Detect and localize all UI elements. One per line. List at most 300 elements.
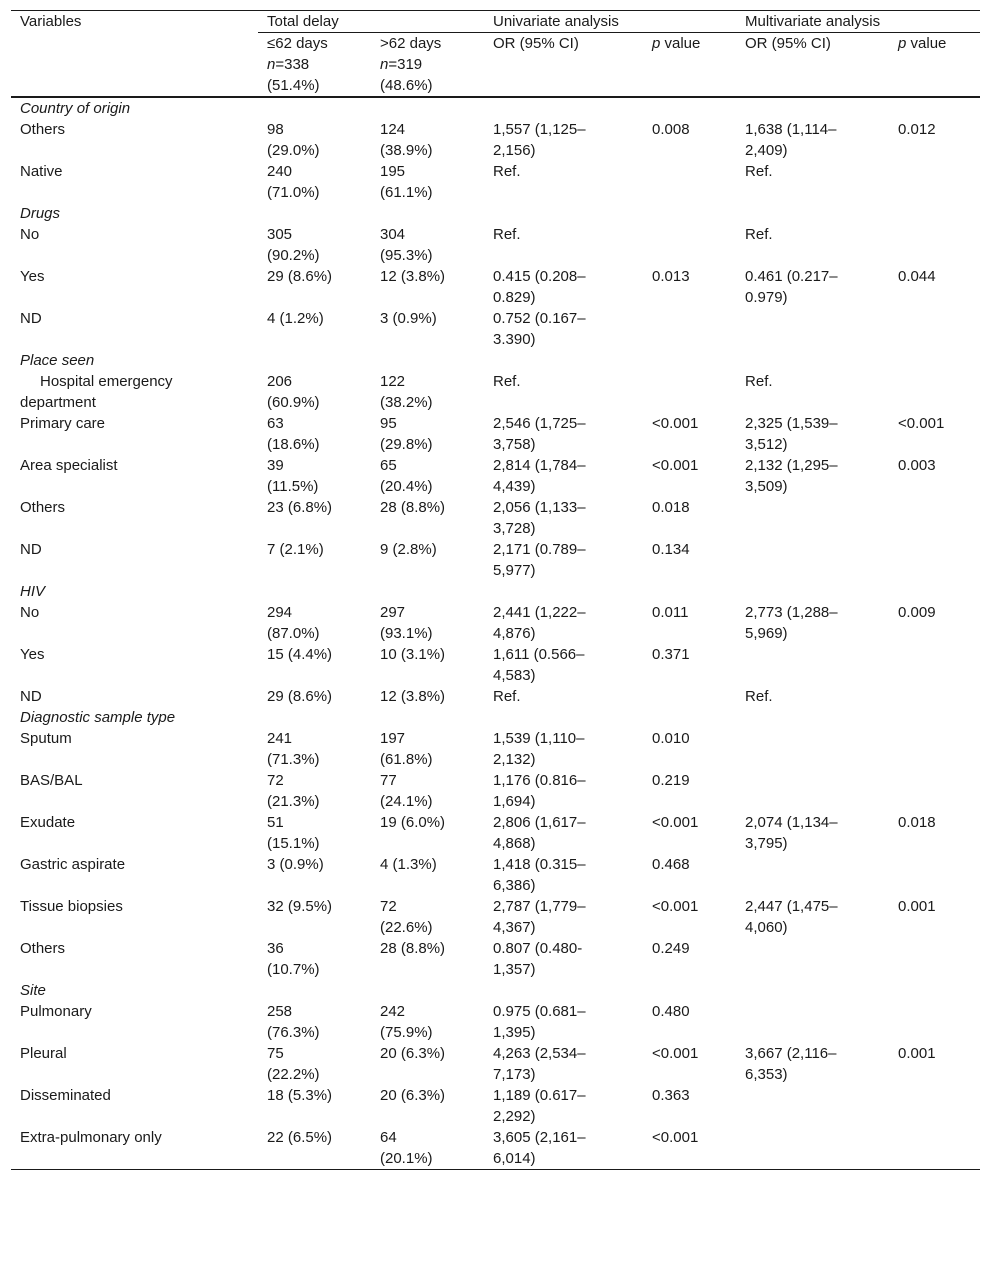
cell-gt62-line1: 9 (2.8%) xyxy=(380,541,437,558)
cell-le62 xyxy=(258,1043,371,1085)
cell-multi-p xyxy=(889,1001,980,1043)
cell-le62-line2: (22.2%) xyxy=(267,1066,320,1083)
cell-multi-or xyxy=(736,938,889,980)
row-label: Native xyxy=(20,163,63,180)
row-label: Area specialist xyxy=(20,457,118,474)
cell-multi-or-line1: 2,773 (1,288– xyxy=(745,604,838,621)
row-label: ND xyxy=(20,688,42,705)
section-header xyxy=(11,581,980,602)
row-label: Extra-pulmonary only xyxy=(11,1127,258,1170)
cell-uni-or xyxy=(484,602,643,644)
cell-multi-or xyxy=(736,854,889,896)
cell-le62-line1: 258 xyxy=(267,1003,293,1020)
row-label: Others xyxy=(20,499,66,516)
cell-le62 xyxy=(258,812,371,854)
table-row xyxy=(11,686,980,707)
cell-uni-p xyxy=(643,686,736,707)
cell-uni-or xyxy=(484,644,643,686)
cell-multi-p: 0.018 xyxy=(898,814,936,831)
cell-le62-line2: (11.5%) xyxy=(267,478,319,495)
cell-multi-or xyxy=(736,686,889,707)
cell-gt62-line1: 3 (0.9%) xyxy=(380,310,437,327)
section-header xyxy=(11,97,980,119)
cell-multi-or xyxy=(736,1085,889,1127)
table-row xyxy=(11,308,980,350)
table-row xyxy=(11,497,980,539)
cell-gt62 xyxy=(371,938,484,980)
header-variables: Variables xyxy=(11,11,258,33)
cell-gt62-line1: 72 xyxy=(380,898,397,915)
cell-uni-or xyxy=(484,119,643,161)
cell-gt62 xyxy=(371,119,484,161)
header-blank xyxy=(643,54,736,97)
cell-gt62 xyxy=(371,266,484,308)
cell-le62-line2: (29.0%) xyxy=(267,142,320,159)
table-row xyxy=(11,728,980,770)
cell-gt62-line1: 12 (3.8%) xyxy=(380,688,446,705)
n-le62-pct: (51.4%) xyxy=(267,77,320,94)
cell-multi-p xyxy=(889,1127,980,1170)
cell-multi-or-line1: 2,447 (1,475– xyxy=(745,898,838,915)
cell-uni-or-line1: 2,814 (1,784– xyxy=(493,457,586,474)
cell-gt62-line1: 242 xyxy=(380,1003,406,1020)
cell-le62 xyxy=(258,413,371,455)
table-row xyxy=(11,455,980,497)
cell-gt62 xyxy=(371,1127,484,1170)
cell-multi-or-line1: 1,638 (1,114– xyxy=(745,121,837,138)
header-multi-p xyxy=(889,33,980,55)
header-univariate: Univariate analysis xyxy=(484,11,736,33)
cell-multi-p xyxy=(889,308,980,350)
row-label: Hospital emergency department xyxy=(20,373,173,411)
header-total-delay: Total delay xyxy=(258,11,484,33)
row-label: Yes xyxy=(20,268,45,285)
cell-gt62-line1: 77 xyxy=(380,772,397,789)
p-rest: value xyxy=(660,35,701,52)
cell-uni-p: <0.001 xyxy=(643,1127,736,1170)
row-label: Pleural xyxy=(20,1045,67,1062)
cell-uni-or xyxy=(484,896,643,938)
cell-uni-or-line1: 2,441 (1,222– xyxy=(493,604,586,621)
table-header xyxy=(11,11,980,98)
cell-gt62-line1: 122 xyxy=(380,373,406,390)
cell-le62-line2: (71.0%) xyxy=(267,184,320,201)
cell-multi-or-line1: 0.461 (0.217– xyxy=(745,268,838,285)
cell-le62-line2: (60.9%) xyxy=(267,394,320,411)
cell-uni-or xyxy=(484,1001,643,1043)
cell-gt62-line1: 20 (6.3%) xyxy=(380,1087,446,1104)
cell-uni-p: 0.011 xyxy=(652,604,689,621)
cell-multi-or-line2: 4,060) xyxy=(745,919,788,936)
section-title: Drugs xyxy=(20,205,61,222)
cell-gt62-line2: (22.6%) xyxy=(380,919,433,936)
cell-le62-line1: 22 (6.5%) xyxy=(267,1129,333,1146)
cell-multi-or-line1: 2,325 (1,539– xyxy=(745,415,838,432)
cell-uni-or-line2: 2,292) xyxy=(493,1108,536,1125)
cell-multi-p xyxy=(889,161,980,203)
cell-le62-line1: 241 xyxy=(267,730,293,747)
cell-multi-p xyxy=(889,644,980,686)
cell-uni-p: <0.001 xyxy=(652,898,699,915)
cell-gt62 xyxy=(371,1085,484,1127)
cell-gt62-line1: 20 (6.3%) xyxy=(380,1045,446,1062)
table-row xyxy=(11,938,980,980)
n-italic: n xyxy=(380,56,389,73)
cell-uni-p: 0.363 xyxy=(652,1087,690,1104)
cell-uni-or-line2: 6,386) xyxy=(493,877,536,894)
cell-multi-p xyxy=(889,854,980,896)
cell-multi-or xyxy=(736,224,889,266)
row-label: Primary care xyxy=(20,415,106,432)
cell-gt62-line2: (61.8%) xyxy=(380,751,433,768)
cell-uni-or-line1: 1,176 (0.816– xyxy=(493,772,586,789)
cell-le62 xyxy=(258,161,371,203)
cell-uni-or-line2: 4,439) xyxy=(493,478,536,495)
table-row xyxy=(11,602,980,644)
cell-multi-or xyxy=(736,308,889,350)
header-n-le62 xyxy=(258,54,371,97)
cell-multi-or xyxy=(736,413,889,455)
cell-uni-or-line1: 3,605 (2,161– xyxy=(493,1129,586,1146)
table-row xyxy=(11,266,980,308)
cell-gt62-line1: 65 xyxy=(380,457,397,474)
cell-uni-or xyxy=(484,1043,643,1085)
cell-uni-or xyxy=(484,770,643,812)
cell-multi-p: 0.001 xyxy=(898,1045,936,1062)
header-le62: ≤62 days xyxy=(267,35,328,52)
cell-gt62-line2: (24.1%) xyxy=(380,793,433,810)
cell-gt62-line2: (38.2%) xyxy=(380,394,433,411)
cell-multi-or xyxy=(736,644,889,686)
cell-gt62-line1: 197 xyxy=(380,730,406,747)
cell-le62-line1: 32 (9.5%) xyxy=(267,898,333,915)
cell-le62 xyxy=(258,896,371,938)
cell-multi-or-line1: 3,667 (2,116– xyxy=(745,1045,837,1062)
cell-le62 xyxy=(258,938,371,980)
table-row xyxy=(11,812,980,854)
section-title: Country of origin xyxy=(20,100,131,117)
cell-uni-or-line1: 0.752 (0.167– xyxy=(493,310,586,327)
cell-uni-or-line2: 1,395) xyxy=(493,1024,536,1041)
cell-le62-line1: 29 (8.6%) xyxy=(267,688,333,705)
cell-uni-or-line2: 2,156) xyxy=(493,142,536,159)
cell-uni-or xyxy=(484,371,643,413)
cell-le62 xyxy=(258,497,371,539)
cell-gt62-line1: 10 (3.1%) xyxy=(380,646,446,663)
cell-uni-or-line2: 4,868) xyxy=(493,835,536,852)
table-row xyxy=(11,119,980,161)
cell-le62-line1: 39 xyxy=(267,457,284,474)
n-gt62-count: =319 xyxy=(388,56,423,73)
cell-uni-or xyxy=(484,413,643,455)
cell-multi-p xyxy=(889,371,980,413)
cell-uni-p: 0.371 xyxy=(652,646,690,663)
cell-uni-or-line1: 2,806 (1,617– xyxy=(493,814,586,831)
cell-uni-p: 0.010 xyxy=(652,730,690,747)
cell-multi-or-line2: 6,353) xyxy=(745,1066,788,1083)
cell-multi-p xyxy=(889,1085,980,1127)
table-row xyxy=(11,161,980,203)
cell-le62-line1: 15 (4.4%) xyxy=(267,646,333,663)
row-label: ND xyxy=(20,541,42,558)
cell-gt62 xyxy=(371,1001,484,1043)
cell-uni-or-line2: 1,357) xyxy=(493,961,536,978)
header-uni-p xyxy=(643,33,736,55)
table-row xyxy=(11,1085,980,1127)
section-title: Site xyxy=(20,982,46,999)
cell-multi-or-line2: 3,512) xyxy=(745,436,788,453)
cell-multi-or-line2: 3,509) xyxy=(745,478,788,495)
cell-le62-line1: 294 xyxy=(267,604,293,621)
cell-uni-or xyxy=(484,938,643,980)
cell-le62-line1: 305 xyxy=(267,226,293,243)
cell-le62 xyxy=(258,854,371,896)
cell-multi-or-line1: Ref. xyxy=(745,163,773,180)
cell-multi-or-line2: 0.979) xyxy=(745,289,788,306)
cell-gt62 xyxy=(371,455,484,497)
cell-le62-line2: (87.0%) xyxy=(267,625,320,642)
cell-le62-line1: 4 (1.2%) xyxy=(267,310,324,327)
table-body xyxy=(11,97,980,1170)
cell-multi-or xyxy=(736,266,889,308)
cell-multi-or xyxy=(736,1043,889,1085)
row-label: Tissue biopsies xyxy=(20,898,123,915)
cell-uni-or-line1: 4,263 (2,534– xyxy=(493,1045,586,1062)
cell-gt62 xyxy=(371,413,484,455)
cell-uni-or-line2: 7,173) xyxy=(493,1066,536,1083)
cell-uni-p xyxy=(643,161,736,203)
cell-multi-p: <0.001 xyxy=(898,415,945,432)
cell-gt62-line2: (61.1%) xyxy=(380,184,433,201)
header-n-gt62 xyxy=(371,54,484,97)
cell-gt62 xyxy=(371,371,484,413)
cell-le62 xyxy=(258,644,371,686)
cell-le62-line2: (76.3%) xyxy=(267,1024,320,1041)
cell-le62-line2: (18.6%) xyxy=(267,436,320,453)
cell-gt62 xyxy=(371,602,484,644)
cell-multi-or xyxy=(736,770,889,812)
cell-le62-line1: 72 xyxy=(267,772,284,789)
cell-uni-or-line1: 2,787 (1,779– xyxy=(493,898,586,915)
cell-le62 xyxy=(258,1127,371,1170)
cell-gt62 xyxy=(371,896,484,938)
cell-multi-or xyxy=(736,812,889,854)
cell-multi-p: 0.003 xyxy=(898,457,936,474)
row-label: Others xyxy=(20,121,66,138)
cell-le62 xyxy=(258,686,371,707)
cell-multi-or xyxy=(736,1001,889,1043)
header-blank xyxy=(736,54,889,97)
cell-uni-or-line1: 2,056 (1,133– xyxy=(493,499,586,516)
cell-gt62-line1: 195 xyxy=(380,163,406,180)
cell-le62-line1: 7 (2.1%) xyxy=(267,541,324,558)
section-header xyxy=(11,707,980,728)
cell-multi-p: 0.001 xyxy=(898,898,936,915)
table-row xyxy=(11,1043,980,1085)
cell-le62 xyxy=(258,728,371,770)
cell-multi-or-line2: 5,969) xyxy=(745,625,788,642)
cell-uni-p: 0.134 xyxy=(652,541,690,558)
n-italic: n xyxy=(267,56,276,73)
table-row xyxy=(11,1127,980,1170)
cell-le62-line1: 23 (6.8%) xyxy=(267,499,333,516)
cell-uni-or xyxy=(484,455,643,497)
cell-uni-or xyxy=(484,224,643,266)
cell-gt62 xyxy=(371,686,484,707)
cell-gt62-line2: (75.9%) xyxy=(380,1024,433,1041)
table-row xyxy=(11,770,980,812)
row-label: No xyxy=(20,226,40,243)
cell-gt62-line1: 297 xyxy=(380,604,406,621)
cell-multi-or xyxy=(736,497,889,539)
cell-le62 xyxy=(258,224,371,266)
p-rest: value xyxy=(906,35,947,52)
cell-uni-p: <0.001 xyxy=(652,415,699,432)
cell-multi-or-line2: 2,409) xyxy=(745,142,788,159)
cell-le62-line2: (21.3%) xyxy=(267,793,320,810)
cell-uni-or-line2: 3.390) xyxy=(493,331,536,348)
cell-le62 xyxy=(258,1085,371,1127)
cell-uni-or-line2: 3,728) xyxy=(493,520,536,537)
cell-gt62 xyxy=(371,161,484,203)
cell-gt62-line1: 28 (8.8%) xyxy=(380,940,446,957)
cell-uni-or-line1: Ref. xyxy=(493,226,521,243)
cell-multi-p xyxy=(889,497,980,539)
header-blank xyxy=(11,33,258,55)
section-title: Diagnostic sample type xyxy=(20,709,176,726)
cell-uni-or xyxy=(484,1127,643,1170)
row-label: Disseminated xyxy=(20,1087,111,1104)
cell-multi-or xyxy=(736,1127,889,1170)
cell-le62-line1: 98 xyxy=(267,121,284,138)
cell-uni-p: 0.480 xyxy=(652,1003,690,1020)
cell-le62-line1: 18 (5.3%) xyxy=(267,1087,333,1104)
cell-uni-or-line2: 0.829) xyxy=(493,289,536,306)
cell-uni-or-line2: 6,014) xyxy=(493,1150,536,1167)
cell-uni-or-line1: Ref. xyxy=(493,688,521,705)
cell-multi-or xyxy=(736,161,889,203)
section-header xyxy=(11,980,980,1001)
cell-uni-or-line1: 2,546 (1,725– xyxy=(493,415,586,432)
header-uni-or: OR (95% CI) xyxy=(493,35,579,52)
row-label: Pulmonary xyxy=(20,1003,92,1020)
cell-le62-line2: (90.2%) xyxy=(267,247,320,264)
cell-uni-or-line2: 2,132) xyxy=(493,751,536,768)
row-label: BAS/BAL xyxy=(20,772,83,789)
cell-uni-or-line1: 0.415 (0.208– xyxy=(493,268,586,285)
cell-uni-or xyxy=(484,497,643,539)
cell-gt62 xyxy=(371,308,484,350)
row-label: Others xyxy=(20,940,66,957)
p-italic: p xyxy=(898,35,907,52)
table-row xyxy=(11,896,980,938)
table-row xyxy=(11,371,980,413)
cell-multi-p: 0.012 xyxy=(898,121,936,138)
row-label: Yes xyxy=(20,646,45,663)
cell-multi-or-line2: 3,795) xyxy=(745,835,788,852)
cell-gt62-line1: 28 (8.8%) xyxy=(380,499,446,516)
cell-multi-or xyxy=(736,119,889,161)
cell-uni-or-line1: 1,539 (1,110– xyxy=(493,730,585,747)
row-label: No xyxy=(20,604,40,621)
header-gt62: >62 days xyxy=(380,35,442,52)
cell-gt62 xyxy=(371,728,484,770)
header-blank xyxy=(484,54,643,97)
cell-le62 xyxy=(258,602,371,644)
cell-gt62 xyxy=(371,644,484,686)
cell-uni-p xyxy=(643,224,736,266)
cell-le62-line1: 3 (0.9%) xyxy=(267,856,324,873)
section-title: HIV xyxy=(20,583,46,600)
cell-le62-line1: 240 xyxy=(267,163,293,180)
cell-uni-or xyxy=(484,161,643,203)
cell-gt62 xyxy=(371,497,484,539)
section-header xyxy=(11,350,980,371)
cell-uni-or xyxy=(484,686,643,707)
cell-le62 xyxy=(258,371,371,413)
cell-multi-p xyxy=(889,728,980,770)
cell-uni-p: 0.013 xyxy=(652,268,690,285)
cell-le62-line1: 29 (8.6%) xyxy=(267,268,333,285)
header-multi-or: OR (95% CI) xyxy=(745,35,831,52)
cell-le62-line2: (71.3%) xyxy=(267,751,320,768)
cell-multi-p xyxy=(889,539,980,581)
section-title: Place seen xyxy=(20,352,95,369)
cell-le62-line2: (10.7%) xyxy=(267,961,320,978)
cell-uni-or xyxy=(484,266,643,308)
results-table xyxy=(11,10,980,1170)
cell-uni-or-line2: 4,367) xyxy=(493,919,536,936)
cell-multi-p: 0.009 xyxy=(898,604,936,621)
cell-gt62-line2: (38.9%) xyxy=(380,142,433,159)
cell-gt62-line1: 19 (6.0%) xyxy=(380,814,446,831)
cell-multi-or xyxy=(736,455,889,497)
cell-multi-or xyxy=(736,371,889,413)
cell-multi-p xyxy=(889,224,980,266)
header-blank xyxy=(889,54,980,97)
table-row xyxy=(11,644,980,686)
table-row xyxy=(11,224,980,266)
cell-multi-p: 0.044 xyxy=(898,268,936,285)
cell-gt62-line1: 304 xyxy=(380,226,406,243)
table-row xyxy=(11,854,980,896)
cell-multi-p xyxy=(889,770,980,812)
cell-uni-p: <0.001 xyxy=(652,457,699,474)
n-le62-count: =338 xyxy=(275,56,310,73)
cell-multi-or xyxy=(736,602,889,644)
cell-uni-or xyxy=(484,308,643,350)
cell-uni-or-line1: Ref. xyxy=(493,163,521,180)
cell-uni-p: 0.219 xyxy=(652,772,690,789)
row-label: Sputum xyxy=(20,730,72,747)
cell-uni-p xyxy=(643,371,736,413)
row-label: Gastric aspirate xyxy=(20,856,126,873)
cell-gt62-line1: 95 xyxy=(380,415,397,432)
cell-uni-or-line2: 5,977) xyxy=(493,562,536,579)
cell-multi-or xyxy=(736,539,889,581)
cell-gt62 xyxy=(371,539,484,581)
cell-uni-or-line1: 1,611 (0.566– xyxy=(493,646,585,663)
cell-uni-or xyxy=(484,1085,643,1127)
cell-uni-or xyxy=(484,854,643,896)
cell-gt62 xyxy=(371,854,484,896)
row-label: ND xyxy=(20,310,42,327)
cell-uni-or xyxy=(484,728,643,770)
cell-multi-or xyxy=(736,728,889,770)
cell-uni-p: 0.008 xyxy=(652,121,690,138)
cell-le62 xyxy=(258,266,371,308)
cell-gt62-line2: (20.1%) xyxy=(380,1150,433,1167)
